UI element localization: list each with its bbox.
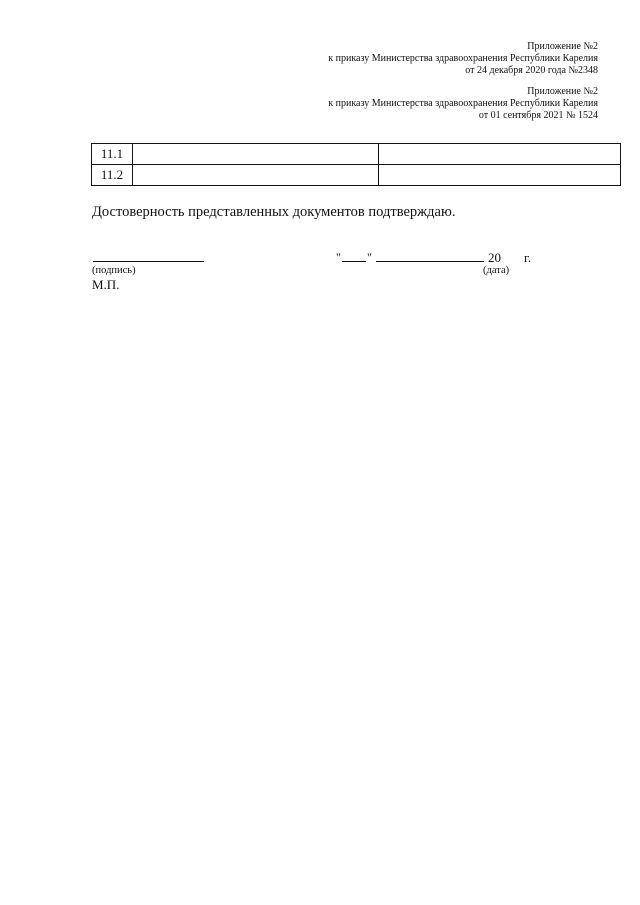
date-open-quote: " [336,250,341,264]
appendix-order-date: от 01 сентября 2021 № 1524 [478,110,598,121]
date-caption: (дата) [483,265,510,276]
date-day-line [342,261,366,262]
appendix-title: Приложение №2 [527,41,598,52]
table-cell [133,165,379,186]
table-cell [379,165,621,186]
header-appendix-2 [328,86,598,122]
stamp-placeholder: М.П. [92,277,120,292]
signature-caption: (подпись) [92,265,136,276]
signature-line [93,261,204,262]
table-cell [379,144,621,165]
date-year-prefix: 20 [488,250,501,265]
date-close-quote: " [367,250,372,264]
confirmation-statement: Достоверность представленных документов подтверждаю. [92,204,456,220]
document-table [91,143,621,186]
table-cell [133,144,379,165]
appendix-title: Приложение №2 [527,86,598,97]
header-appendix-1 [328,41,598,77]
appendix-order-ref: к приказу Министерства здравоохранения Республики Карелия [328,53,598,64]
date-month-line [376,261,484,262]
date-year-suffix: г. [524,250,532,265]
table-row [92,144,621,165]
table-row [92,165,621,186]
row-number: 11.1 [92,144,133,165]
appendix-order-date: от 24 декабря 2020 года №2348 [465,65,598,76]
appendix-order-ref: к приказу Министерства здравоохранения Республики Карелия [328,98,598,109]
row-number: 11.2 [92,165,133,186]
